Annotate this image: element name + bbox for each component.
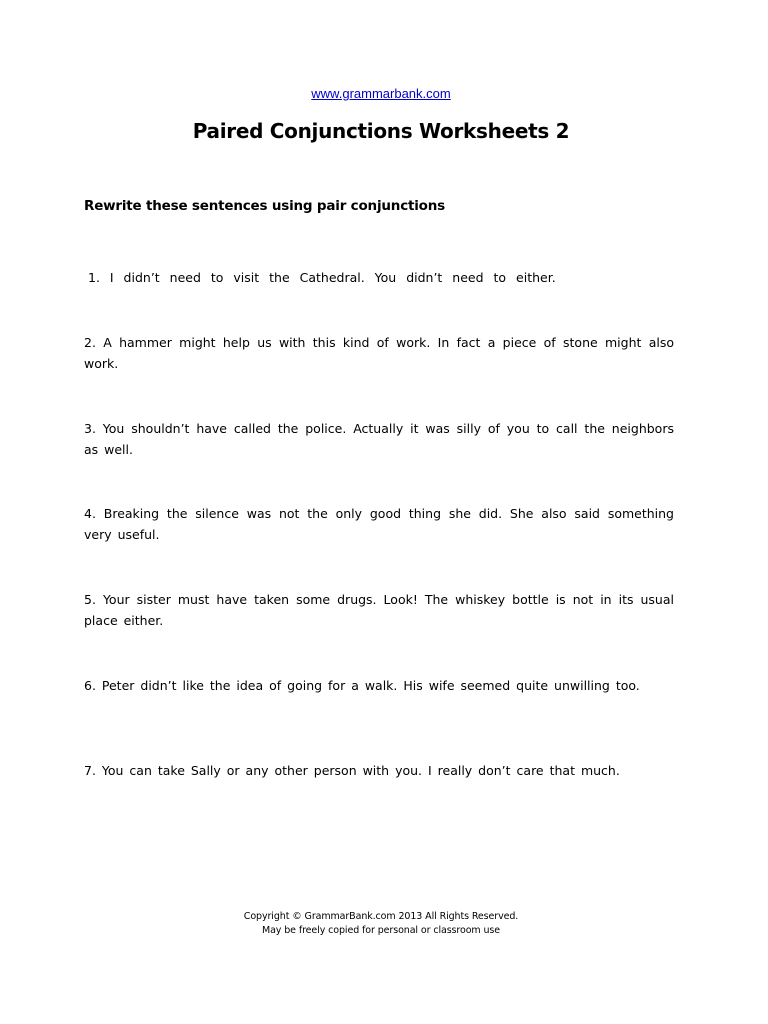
- copyright-notice: Copyright © GrammarBank.com 2013 All Rights Reserved.: [243, 911, 519, 922]
- instruction-heading: Rewrite these sentences using pair conjunctions: [84, 198, 445, 214]
- question-5: 5. Your sister must have taken some drugs. Look! The whiskey bottle is not in its usual place either.: [84, 592, 674, 628]
- footer: [0, 910, 762, 938]
- question-3: 3. You shouldn’t have called the police. Actually it was silly of you to call the neighbors as well.: [84, 421, 674, 457]
- question-1: 1. I didn’t need to visit the Cathedral. You didn’t need to either.: [88, 270, 556, 285]
- site-link[interactable]: www.grammarbank.com: [311, 86, 451, 101]
- page-title: Paired Conjunctions Worksheets 2: [192, 119, 570, 143]
- question-2: 2. A hammer might help us with this kind of work. In fact a piece of stone might also work.: [84, 335, 674, 371]
- question-4: 4. Breaking the silence was not the only good thing she did. She also said something very useful.: [84, 506, 674, 542]
- question-7: 7. You can take Sally or any other person with you. I really don’t care that much.: [84, 763, 620, 778]
- question-6: 6. Peter didn’t like the idea of going for a walk. His wife seemed quite unwilling too.: [84, 678, 640, 693]
- usage-notice: May be freely copied for personal or classroom use: [261, 925, 501, 936]
